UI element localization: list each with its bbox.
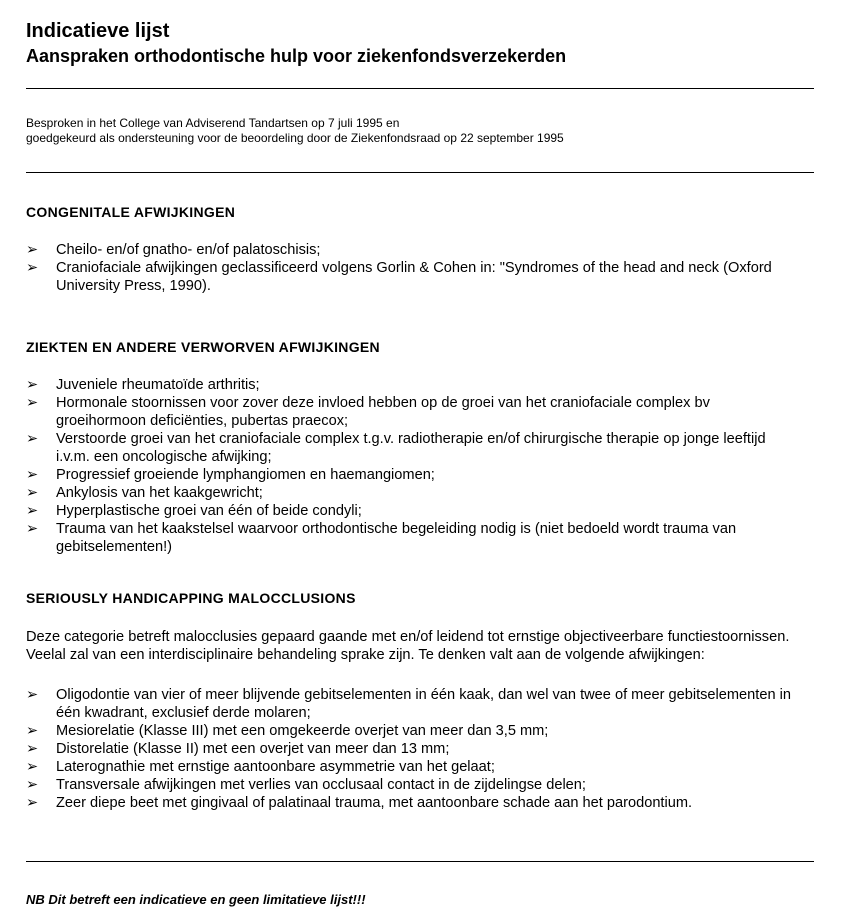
list-item: ➢ Juveniele rheumatoïde arthritis; [26, 377, 260, 393]
divider-meta [26, 172, 814, 173]
arrow-bullet-icon: ➢ [26, 485, 39, 501]
footer-note: NB Dit betreft een indicatieve en geen limitatieve lijst!!! [26, 892, 366, 907]
list-malocclusions [26, 686, 796, 812]
list-item: ➢ Laterognathie met ernstige aantoonbare asymmetrie van het gelaat; [26, 759, 495, 775]
list-item: ➢ Trauma van het kaakstelsel waarvoor orthodontische begeleiding nodig is (niet bedoeld wordt trauma van gebitselementen!) [26, 521, 737, 555]
divider-top [26, 88, 814, 89]
section-title-acquired: ZIEKTEN EN ANDERE VERWORVEN AFWIJKINGEN [26, 339, 380, 355]
arrow-bullet-icon: ➢ [26, 723, 39, 739]
approval-note [26, 116, 564, 146]
section-title-congenital: CONGENITALE AFWIJKINGEN [26, 204, 236, 220]
divider-bottom [26, 861, 814, 862]
arrow-bullet-icon: ➢ [26, 795, 39, 811]
arrow-bullet-icon: ➢ [26, 777, 39, 793]
arrow-bullet-icon: ➢ [26, 242, 39, 258]
arrow-bullet-icon: ➢ [26, 467, 39, 483]
arrow-bullet-icon: ➢ [26, 377, 39, 393]
list-item: ➢ Mesiorelatie (Klasse III) met een omgekeerde overjet van meer dan 3,5 mm; [26, 723, 549, 739]
list-item: ➢ Ankylosis van het kaakgewricht; [26, 485, 263, 501]
approval-line-2: goedgekeurd als ondersteuning voor de beoordeling door de Ziekenfondsraad op 22 september 1995 [26, 131, 564, 145]
list-item: ➢ Transversale afwijkingen met verlies van occlusaal contact in de zijdelingse delen; [26, 777, 586, 793]
list-item: ➢ Hormonale stoornissen voor zover deze invloed hebben op de groei van het craniofaciale complex bv groeihormoon deficiënties, pubertas praecox; [26, 395, 710, 429]
arrow-bullet-icon: ➢ [26, 521, 39, 537]
approval-line-1: Besproken in het College van Adviserend Tandartsen op 7 juli 1995 en [26, 116, 400, 130]
list-acquired [26, 376, 796, 556]
arrow-bullet-icon: ➢ [26, 503, 39, 519]
list-item: ➢ Zeer diepe beet met gingivaal of palatinaal trauma, met aantoonbare schade aan het parodontium. [26, 795, 693, 811]
list-item: ➢ Hyperplastische groei van één of beide condyli; [26, 503, 362, 519]
list-congenital [26, 241, 796, 295]
list-item: ➢ Oligodontie van vier of meer blijvende gebitselementen in één kaak, dan wel van twee of meer gebitselementen in één kwadrant, exclusief derde molaren; [26, 687, 791, 721]
section-title-malocclusions: SERIOUSLY HANDICAPPING MALOCCLUSIONS [26, 590, 356, 606]
list-item: ➢ Progressief groeiende lymphangiomen en haemangiomen; [26, 467, 435, 483]
page-subtitle: Aanspraken orthodontische hulp voor ziekenfondsverzekerden [26, 46, 567, 66]
arrow-bullet-icon: ➢ [26, 759, 39, 775]
arrow-bullet-icon: ➢ [26, 687, 39, 703]
arrow-bullet-icon: ➢ [26, 431, 39, 447]
list-item: ➢ Verstoorde groei van het craniofaciale complex t.g.v. radiotherapie en/of chirurgische therapie op jonge leeftijd i.v.m. een oncologische afwijking; [26, 431, 766, 465]
arrow-bullet-icon: ➢ [26, 260, 39, 276]
document-header [26, 18, 816, 68]
arrow-bullet-icon: ➢ [26, 395, 39, 411]
list-item: ➢ Craniofaciale afwijkingen geclassificeerd volgens Gorlin & Cohen in: "Syndromes of the head and neck (Oxford University Press, 1990). [26, 260, 772, 294]
malocclusions-intro: Deze categorie betreft malocclusies gepaard gaande met en/of leidend tot ernstige objectiveerbare functiestoornissen. Veelal zal van een interdisciplinaire behandeling sprake zijn. Te denken valt aan de volgende afwijkingen: [26, 629, 790, 663]
page-title: Indicatieve lijst [26, 20, 170, 42]
arrow-bullet-icon: ➢ [26, 741, 39, 757]
list-item: ➢ Cheilo- en/of gnatho- en/of palatoschisis; [26, 242, 321, 258]
list-item: ➢ Distorelatie (Klasse II) met een overjet van meer dan 13 mm; [26, 741, 450, 757]
